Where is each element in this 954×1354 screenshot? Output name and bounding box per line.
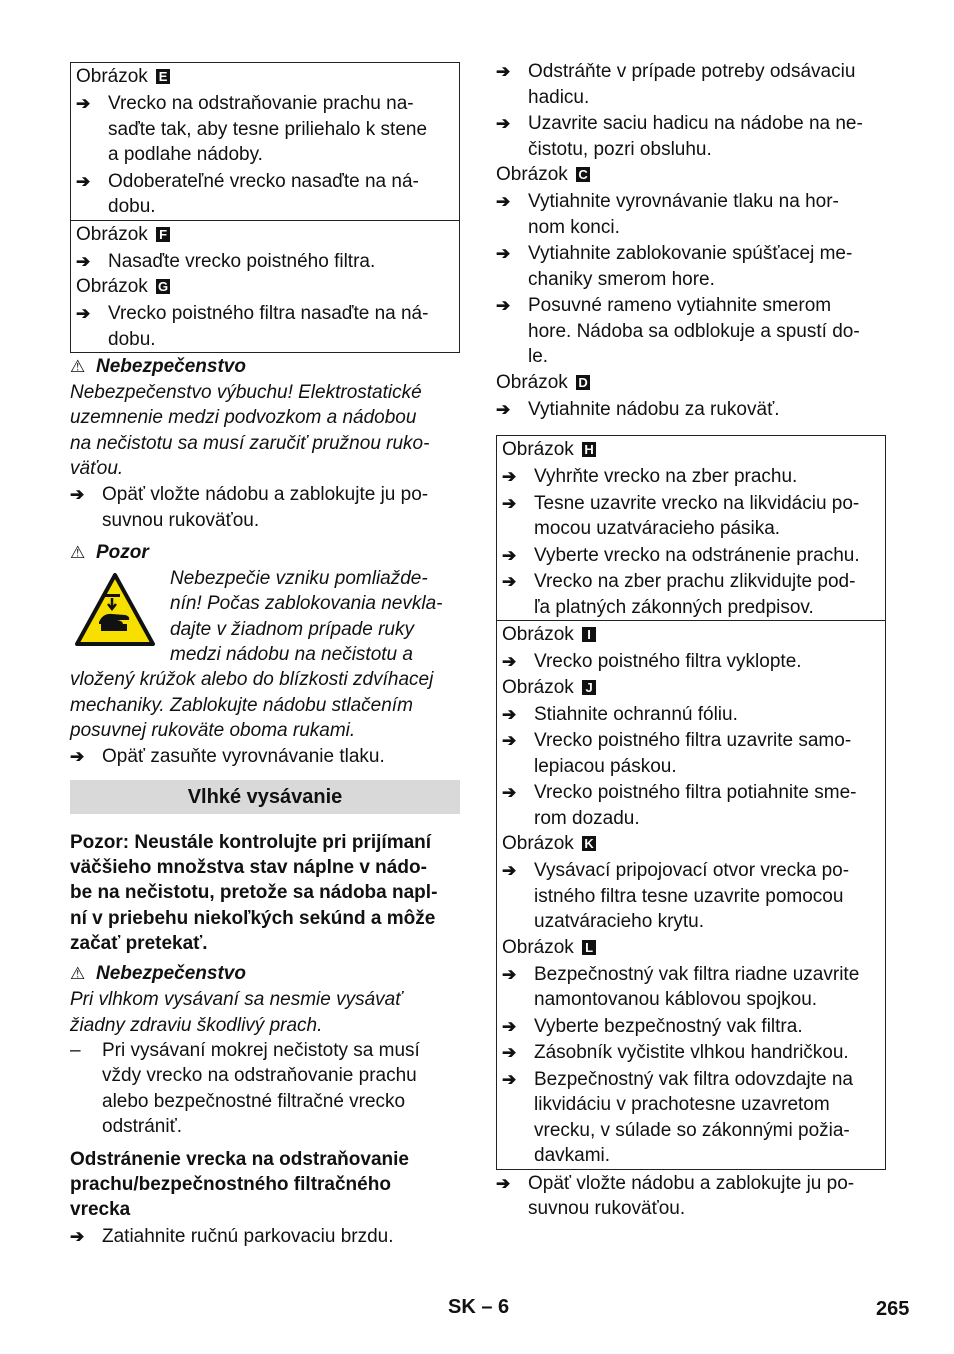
bold-notice: Pozor: Neustále kontrolujte pri prijímaní väčšieho množstva stav náplne v nádo- be na nečistotu, pretože sa nádoba napl- ní v priebehu niekoľkých sekúnd a môže začať pretekať. — [70, 831, 438, 954]
instruction-step: ➔ Bezpečnostný vak filtra odovzdajte na likvidáciu v prachotesne uzavretom vrecku, v súlade so zákonnými požia- davkami. — [502, 1067, 881, 1169]
step-line: Vrecko na odstraňovanie prachu na- — [108, 93, 414, 114]
arrow-icon: ➔ — [502, 493, 517, 513]
figure-ref-f: Obrázok F — [76, 222, 455, 248]
arrow-icon: ➔ — [496, 62, 511, 81]
instruction-step: ➔ Vyberte vrecko na odstránenie prachu. — [502, 543, 881, 569]
arrow-icon: ➔ — [76, 171, 91, 191]
warning-triangle-icon: ⚠ — [70, 357, 86, 376]
section-title: Vlhké vysávanie — [70, 780, 460, 814]
figure-ref-j: Obrázok J — [502, 675, 881, 701]
caution-text: Nebezpečie vzniku pomliažde- nín! Počas zablokovania nevkla- dajte v žiadnom prípade ruky medzi nádobu na nečistotu a vložený krúžok alebo do blízkosti zdvíhacej mechaniky. Zablokujte nádobu stlačením posuvnej rukoväte oboma rukami. — [70, 568, 443, 741]
figure-letter-badge: J — [582, 680, 596, 695]
figure-letter-badge: H — [582, 442, 596, 457]
arrow-icon: ➔ — [502, 1043, 517, 1062]
instruction-step: ➔ Vysávací pripojovací otvor vrecka po- istného filtra tesne uzavrite pomocou uzatváracieho krytu. — [502, 858, 881, 935]
arrow-icon: ➔ — [76, 94, 91, 113]
step-line: saďte tak, aby tesne priliehalo k stene — [108, 118, 428, 140]
arrow-icon: ➔ — [502, 1069, 517, 1089]
instruction-step: ➔ Opäť vložte nádobu a zablokujte ju po- suvnou rukoväťou. — [496, 1171, 886, 1222]
subheading: Odstránenie vrecka na odstraňovanie prachu/bezpečnostného filtračného vrecka — [70, 1148, 409, 1221]
warning-triangle-icon: ⚠ — [70, 543, 86, 563]
instruction-step: ➔ Vrecko poistného filtra uzavrite samo- lepiacou páskou. — [502, 728, 881, 779]
right-column — [496, 62, 886, 1222]
figure-ref-d: Obrázok D — [496, 370, 886, 396]
dash-item: – Pri vysávaní mokrej nečistoty sa musí vždy vrecko na odstraňovanie prachu alebo bezpečnostné filtračné vrecko odstrániť. — [70, 1039, 420, 1138]
figure-ref-c: Obrázok C — [496, 162, 886, 188]
instruction-step: ➔ Zásobník vyčistite vlhkou handričkou. — [502, 1040, 881, 1066]
step-line: a podlahe nádoby. — [108, 144, 263, 165]
instruction-step: ➔ Vrecko na zber prachu zlikvidujte pod- ľa platných zákonných predpisov. — [502, 569, 881, 620]
figure-letter-badge: L — [582, 940, 596, 955]
instruction-step: ➔ Nasaďte vrecko poistného filtra. — [76, 249, 455, 275]
danger-heading: ⚠ Nebezpečenstvo — [70, 354, 460, 380]
figure-box-h — [496, 435, 886, 621]
arrow-icon: ➔ — [76, 251, 91, 271]
figure-letter-badge: E — [156, 69, 170, 84]
arrow-icon: ➔ — [502, 704, 517, 724]
instruction-step: ➔ Opäť vložte nádobu a zablokujte ju po- suvnou rukoväťou. — [70, 482, 460, 533]
instruction-step: ➔ Uzavrite saciu hadicu na nádobe na ne- čistotu, pozri obsluhu. — [496, 111, 886, 162]
instruction-step: ➔ Bezpečnostný vak filtra riadne uzavrite namontovanou káblovou spojkou. — [502, 962, 881, 1013]
figure-letter-badge: C — [576, 167, 590, 182]
instruction-step — [76, 91, 455, 168]
arrow-icon: ➔ — [496, 244, 511, 263]
figure-ref-g: Obrázok G — [76, 276, 169, 297]
danger-text: Pri vlhkom vysávaní sa nesmie vysávať žiadny zdraviu škodlivý prach. — [70, 989, 402, 1036]
instruction-step: ➔ Vrecko poistného filtra vyklopte. — [502, 649, 881, 675]
arrow-icon: ➔ — [502, 652, 517, 671]
danger-heading: ⚠ Nebezpečenstvo — [70, 961, 460, 987]
instruction-step: ➔ Vyberte bezpečnostný vak filtra. — [502, 1014, 881, 1040]
step-line: Odoberateľné vrecko nasaďte na ná- — [108, 170, 419, 192]
arrow-icon: ➔ — [496, 114, 511, 133]
arrow-icon: ➔ — [70, 485, 85, 505]
instruction-step: ➔ Tesne uzavrite vrecko na likvidáciu po- mocou uzatváracieho pásika. — [502, 491, 881, 542]
instruction-step: ➔ Vrecko poistného filtra potiahnite sme- rom dozadu. — [502, 780, 881, 831]
arrow-icon: ➔ — [502, 731, 517, 750]
figure-ref-h: Obrázok H — [502, 437, 881, 463]
instruction-step: ➔ Vytiahnite nádobu za rukoväť. — [496, 397, 886, 423]
figure-box-i-l — [496, 621, 886, 1170]
arrow-icon: ➔ — [496, 296, 511, 315]
arrow-icon: ➔ — [496, 399, 511, 419]
figure-letter-badge: F — [156, 227, 170, 242]
instruction-step: ➔ Vytiahnite vyrovnávanie tlaku na hor- nom konci. — [496, 189, 886, 240]
figure-ref-i: Obrázok I — [502, 622, 881, 648]
hand-crush-warning-icon — [74, 572, 156, 648]
arrow-icon: ➔ — [502, 783, 517, 802]
arrow-icon: ➔ — [496, 1173, 511, 1193]
left-column — [70, 62, 460, 1249]
arrow-icon: ➔ — [496, 192, 511, 211]
step-line: dobu. — [108, 196, 156, 217]
arrow-icon: ➔ — [502, 964, 517, 984]
instruction-step: ➔ Stiahnite ochrannú fóliu. — [502, 702, 881, 728]
instruction-step: ➔ Opäť zasuňte vyrovnávanie tlaku. — [70, 744, 460, 770]
instruction-step: ➔ Zatiahnite ručnú parkovaciu brzdu. — [70, 1224, 460, 1250]
warning-triangle-icon: ⚠ — [70, 964, 86, 984]
footer-page-number: 265 — [876, 1298, 910, 1320]
arrow-icon: ➔ — [502, 467, 517, 486]
arrow-icon: ➔ — [502, 545, 517, 565]
figure-box-e — [70, 62, 460, 221]
danger-text: Nebezpečenstvo výbuchu! Elektrostatické uzemnenie medzi podvozkom a nádobou na nečistotu sa musí zaručiť pružnou ruko- väťou. — [70, 382, 430, 479]
figure-ref-l: Obrázok L — [502, 935, 881, 961]
arrow-icon: ➔ — [76, 304, 91, 323]
arrow-icon: ➔ — [502, 861, 517, 880]
figure-ref-e: Obrázok E — [76, 64, 455, 90]
figure-letter-badge: I — [582, 627, 596, 642]
instruction-step — [76, 169, 455, 220]
figure-letter-badge: D — [576, 375, 590, 390]
arrow-icon: ➔ — [70, 747, 85, 767]
figure-letter-badge: G — [158, 279, 169, 294]
caution-heading: ⚠ Pozor — [70, 540, 460, 566]
instruction-step: ➔ Posuvné rameno vytiahnite smerom hore. Nádoba sa odblokuje a spustí do- le. — [496, 293, 886, 370]
instruction-step: ➔ Odstráňte v prípade potreby odsávaciu hadicu. — [496, 59, 886, 110]
arrow-icon: ➔ — [502, 1016, 517, 1036]
arrow-icon: ➔ — [70, 1226, 85, 1246]
footer-section-label: SK – 6 — [448, 1296, 510, 1318]
instruction-step: ➔ Vytiahnite zablokovanie spúšťacej me- chaniky smerom hore. — [496, 241, 886, 292]
figure-box-f-g — [70, 221, 460, 354]
instruction-step: ➔ Vrecko poistného filtra nasaďte na ná- dobu. — [76, 301, 455, 352]
instruction-step: ➔ Vyhrňte vrecko na zber prachu. — [502, 464, 881, 490]
arrow-icon: ➔ — [502, 572, 517, 591]
figure-letter-badge: K — [582, 836, 596, 851]
figure-ref-k: Obrázok K — [502, 831, 881, 857]
